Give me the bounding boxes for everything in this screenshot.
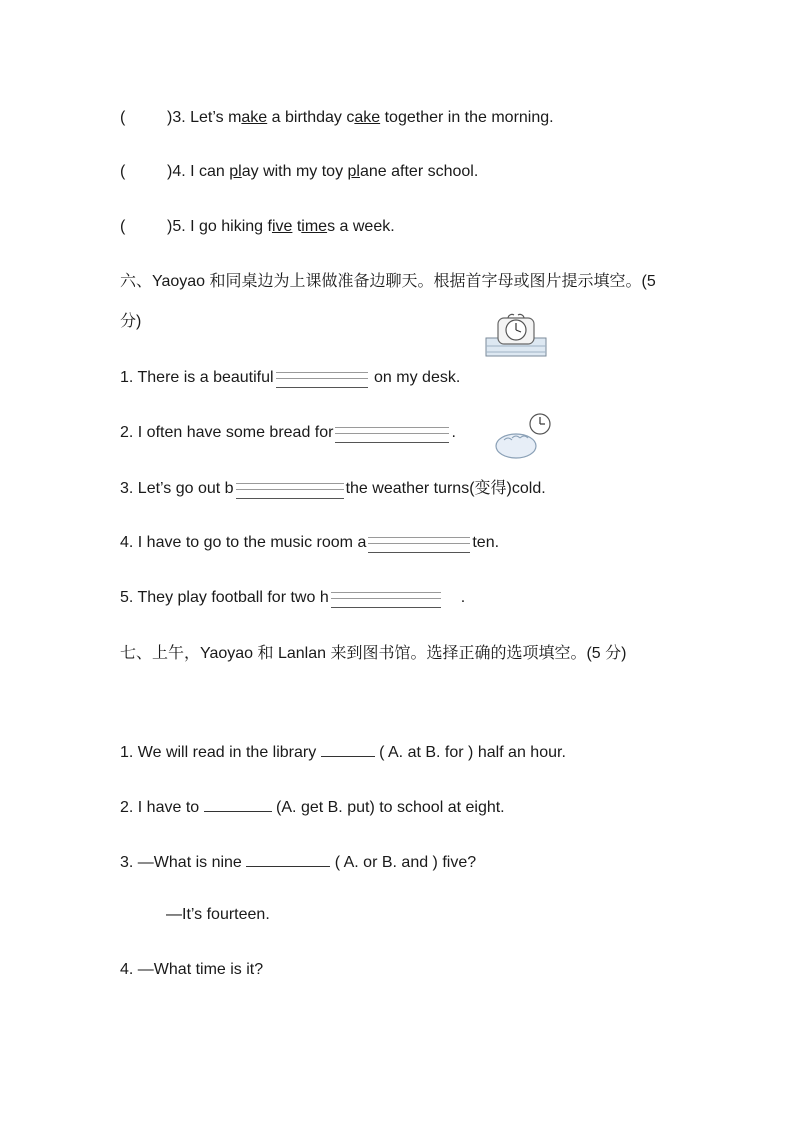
s6-item-3: 3. Let’s go out b the weather turns(变得)cold. [120,480,546,497]
fill-blank[interactable] [368,533,470,553]
section7-heading: 七、上午，Yaoyao 和 Lanlan 来到图书馆。选择正确的选项填空。(5 分) [120,645,627,662]
section6-heading: 六、Yaoyao 和同桌边为上课做准备边聊天。根据首字母或图片提示填空。(5 分) [120,273,656,330]
s6-item-2: 2. I often have some bread for . [120,424,456,441]
fill-blank[interactable] [236,479,344,499]
s6-item-1: 1. There is a beautiful on my desk. [120,369,461,386]
answer-blank[interactable] [321,740,375,757]
s7-item-3-answer: —It’s fourteen. [166,906,270,923]
clock-picture-icon [484,308,548,366]
s7-item-4: 4. —What time is it? [120,961,264,978]
bread-clock-picture-icon [494,410,552,462]
answer-blank[interactable] [246,850,330,867]
s5-item-3: ( )3. Let’s make a birthday cake together in the morning. [120,109,554,126]
s7-item-2: 2. I have to (A. get B. put) to school at eight. [120,795,505,818]
s6-item-5: 5. They play football for two h . [120,589,466,606]
s5-item-5: ( )5. I go hiking five times a week. [120,218,395,235]
fill-blank[interactable] [335,423,449,443]
s7-item-1: 1. We will read in the library ( A. at B. for ) half an hour. [120,740,566,763]
answer-bracket[interactable]: ( [120,163,126,180]
s6-item-4: 4. I have to go to the music room a ten. [120,534,500,551]
answer-blank[interactable] [204,795,272,812]
s7-item-3: 3. —What is nine ( A. or B. and ) five? [120,850,476,873]
answer-bracket[interactable]: ( [120,218,126,235]
answer-bracket[interactable]: ( [120,109,126,126]
fill-blank[interactable] [331,588,441,608]
s5-item-4: ( )4. I can play with my toy plane after school. [120,163,479,180]
fill-blank[interactable] [276,368,368,388]
